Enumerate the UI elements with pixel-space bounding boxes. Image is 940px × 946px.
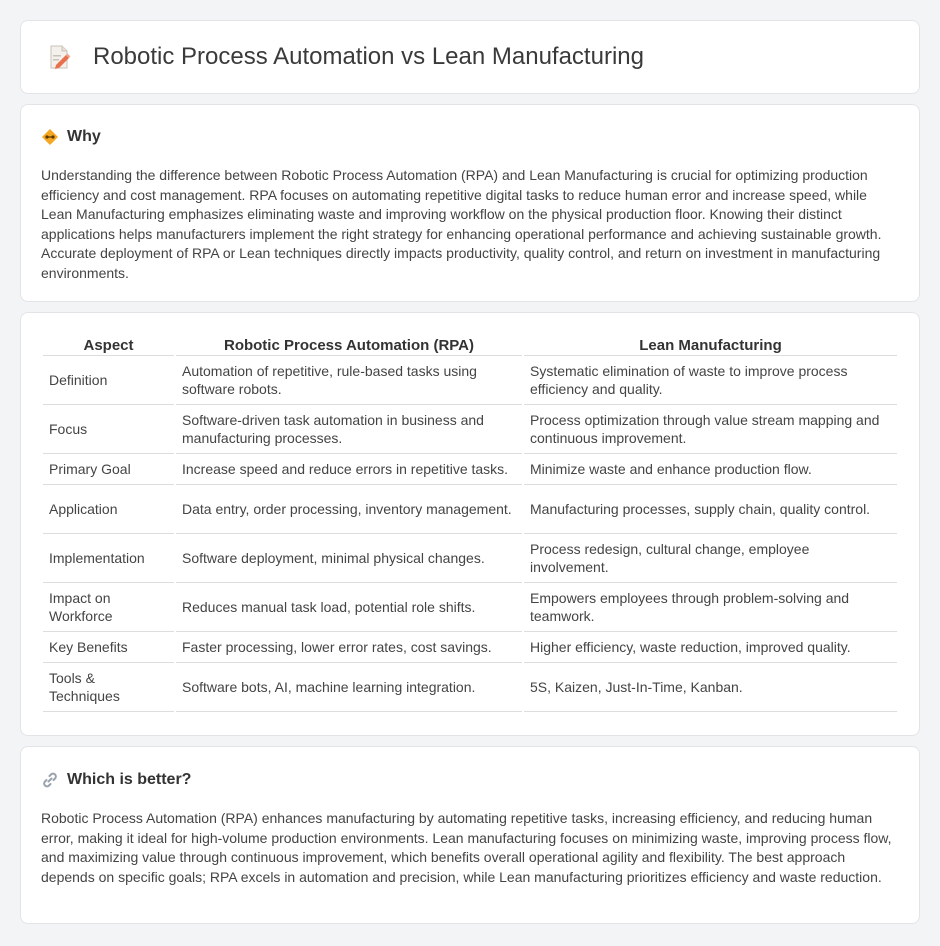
table-row — [43, 356, 897, 405]
table-cell: Higher efficiency, waste reduction, improved quality. — [524, 632, 897, 663]
column-header: Lean Manufacturing — [524, 332, 897, 356]
table-cell: 5S, Kaizen, Just-In-Time, Kanban. — [524, 663, 897, 712]
better-header — [41, 770, 899, 790]
table-row — [43, 485, 897, 534]
table-row — [43, 583, 897, 632]
comparison-table — [41, 332, 899, 712]
table-cell: Primary Goal — [43, 454, 174, 485]
table-row — [43, 632, 897, 663]
column-header: Aspect — [43, 332, 174, 356]
title-card — [20, 20, 920, 94]
comparison-section — [20, 312, 920, 736]
document-pencil-icon — [45, 43, 73, 71]
table-cell: Focus — [43, 405, 174, 454]
better-text: Robotic Process Automation (RPA) enhances manufacturing by automating repetitive tasks, increasing efficiency, and reducing human error, making it ideal for high-volume production environments. Lean manufacturing focuses on minimizing waste, improving process flow, and maximizing value through continuous improvement, which benefits overall operational agility and flexibility. The best approach depends on specific goals; RPA excels in automation and precision, while Lean manufacturing prioritizes efficiency and waste reduction. — [41, 810, 892, 885]
table-cell: Reduces manual task load, potential role shifts. — [176, 583, 522, 632]
table-cell: Software bots, AI, machine learning integration. — [176, 663, 522, 712]
table-cell: Empowers employees through problem-solving and teamwork. — [524, 583, 897, 632]
table-cell: Tools & Techniques — [43, 663, 174, 712]
table-cell: Process optimization through value stream mapping and continuous improvement. — [524, 405, 897, 454]
table-cell: Data entry, order processing, inventory management. — [176, 485, 522, 534]
why-section — [20, 104, 920, 302]
table-header-row — [43, 332, 897, 356]
table-cell: Software deployment, minimal physical changes. — [176, 534, 522, 583]
table-cell: Application — [43, 485, 174, 534]
diamond-sign-icon — [41, 128, 59, 146]
table-row — [43, 405, 897, 454]
table-row — [43, 454, 897, 485]
table-cell: Manufacturing processes, supply chain, quality control. — [524, 485, 897, 534]
table-cell: Increase speed and reduce errors in repetitive tasks. — [176, 454, 522, 485]
table-cell: Process redesign, cultural change, employee involvement. — [524, 534, 897, 583]
table-cell: Software-driven task automation in business and manufacturing processes. — [176, 405, 522, 454]
why-text: Understanding the difference between Robotic Process Automation (RPA) and Lean Manufacturing is crucial for optimizing production efficiency and cost management. RPA focuses on automating repetitive digital tasks to reduce human error and increase speed, while Lean Manufacturing emphasizes eliminating waste and improving workflow on the physical production floor. Knowing their distinct applications helps manufacturers implement the right strategy for enhancing operational performance and achieving sustainable growth. Accurate deployment of RPA or Lean techniques directly impacts productivity, quality control, and return on investment in manufacturing environments. — [41, 167, 882, 281]
table-cell: Faster processing, lower error rates, cost savings. — [176, 632, 522, 663]
table-cell: Key Benefits — [43, 632, 174, 663]
page-title: Robotic Process Automation vs Lean Manufacturing — [93, 43, 644, 70]
table-cell: Minimize waste and enhance production flow. — [524, 454, 897, 485]
table-row — [43, 663, 897, 712]
table-cell: Impact on Workforce — [43, 583, 174, 632]
better-title: Which is better? — [67, 771, 192, 788]
why-title: Why — [67, 128, 101, 145]
table-cell: Systematic elimination of waste to improve process efficiency and quality. — [524, 356, 897, 405]
table-cell: Automation of repetitive, rule-based tasks using software robots. — [176, 356, 522, 405]
column-header: Robotic Process Automation (RPA) — [176, 332, 522, 356]
table-row — [43, 534, 897, 583]
link-icon — [41, 771, 59, 789]
table-cell: Definition — [43, 356, 174, 405]
table-cell: Implementation — [43, 534, 174, 583]
which-better-section — [20, 746, 920, 924]
why-header — [41, 127, 899, 147]
